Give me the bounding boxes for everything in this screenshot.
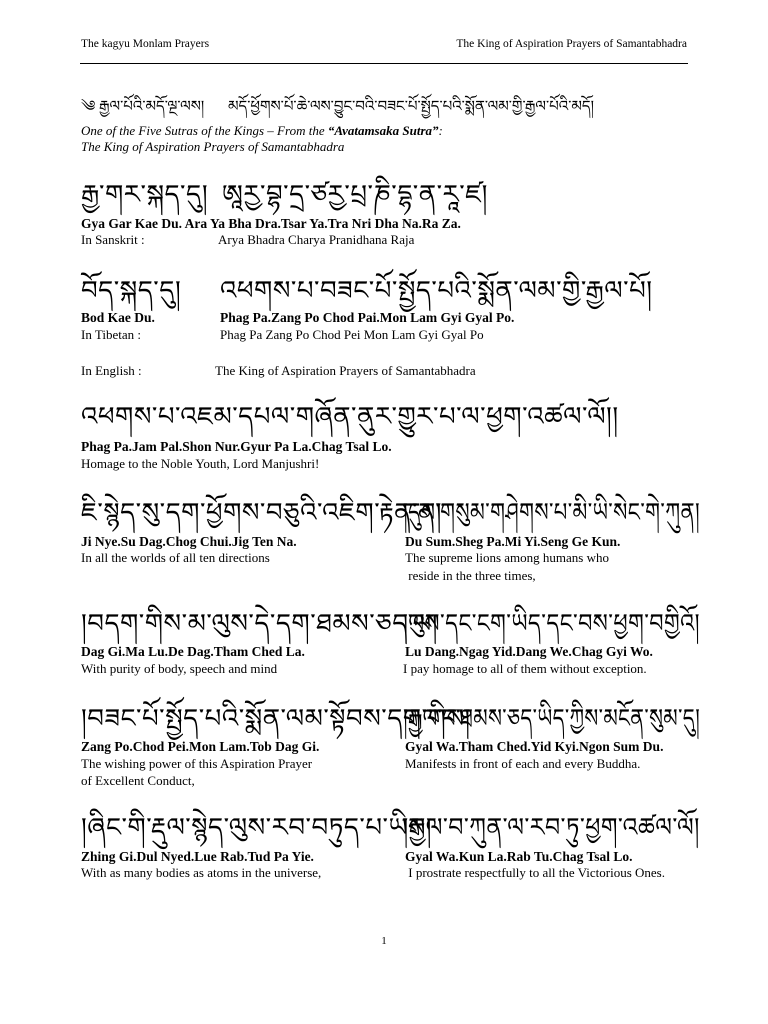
tibetan-title-right: མདོ་ཕྱོགས་པོ་ཆེ་ལས་བྱུང་བའི་བཟང་པོ་སྤྱོད་པའི་སྨོན་ལམ་གྱི་རྒྱལ་པོའི་མདོ། — [228, 97, 594, 115]
homage-transliteration: Phag Pa.Jam Pal.Shon Nur.Gyur Pa La.Chag Tsal Lo. — [81, 439, 392, 454]
running-header-left: The kagyu Monlam Prayers — [81, 38, 210, 50]
running-header-right: The King of Aspiration Prayers of Samantabhadra — [456, 38, 687, 50]
verse-3-left-english-2: of Excellent Conduct, — [81, 773, 195, 788]
header-rule — [80, 63, 688, 64]
tibetan-lang-label: In Tibetan : — [81, 327, 141, 342]
verse-1-right-english-1: The supreme lions among humans who — [405, 550, 609, 565]
tibetan-lang-translit-right: Phag Pa.Zang Po Chod Pai.Mon Lam Gyi Gyal Po. — [220, 310, 515, 325]
verse-3-left-english-1: The wishing power of this Aspiration Prayer — [81, 756, 313, 771]
intro-prefix: One of the Five Sutras of the Kings – From the — [81, 123, 328, 138]
verse-4-right-english: I prostrate respectfully to all the Victorious Ones. — [405, 865, 665, 880]
verse-2-left-tibetan: །བདག་གིས་མ་ལུས་དེ་དག་ཐམས་ཅད་ལ། — [81, 609, 439, 639]
verse-2-right-translit: Lu Dang.Ngag Yid.Dang We.Chag Gyi Wo. — [405, 644, 653, 659]
verse-1-right-english-2: reside in the three times, — [405, 568, 536, 583]
tibetan-lang-tibetan-right: འཕགས་པ་བཟང་པོ་སྤྱོད་པའི་སྨོན་ལམ་གྱི་རྒྱལ་པོ། — [220, 276, 653, 306]
verse-3-right-translit: Gyal Wa.Tham Ched.Yid Kyi.Ngon Sum Du. — [405, 739, 664, 754]
homage-tibetan: འཕགས་པ་འཇམ་དཔལ་གཞོན་ནུར་གྱུར་པ་ལ་ཕྱག་འཚལ་ལོ།། — [81, 402, 619, 432]
verse-4-left-translit: Zhing Gi.Dul Nyed.Lue Rab.Tud Pa Yie. — [81, 849, 314, 864]
verse-1-right-tibetan: །དུས་གསུམ་གཤེགས་པ་མི་ཡི་སེང་གེ་ཀུན། — [403, 498, 701, 528]
sanskrit-value: Arya Bhadra Charya Pranidhana Raja — [218, 232, 415, 247]
verse-1-left-tibetan: ཇི་སྙེད་སུ་དག་ཕྱོགས་བཅུའི་འཇིག་རྟེན་ན། — [81, 498, 443, 528]
verse-1-right-translit: Du Sum.Sheg Pa.Mi Yi.Seng Ge Kun. — [405, 534, 621, 549]
verse-3-right-tibetan: །རྒྱལ་བ་ཐམས་ཅད་ཡིད་ཀྱིས་མངོན་སུམ་དུ། — [403, 704, 701, 734]
verse-4-right-translit: Gyal Wa.Kun La.Rab Tu.Chag Tsal Lo. — [405, 849, 633, 864]
tibetan-title-left: རྒྱལ་པོའི་མདོ་ལྔ་ལས། — [99, 97, 205, 115]
tibetan-lang-value: Phag Pa Zang Po Chod Pei Mon Lam Gyi Gyal Po — [220, 327, 484, 342]
intro-emphasis: “Avatamsaka Sutra” — [327, 123, 439, 138]
homage-english: Homage to the Noble Youth, Lord Manjushri! — [81, 456, 320, 471]
sanskrit-label: In Sanskrit : — [81, 232, 145, 247]
sanskrit-tibetan-right: ཨཱརྱ་བྷ་དྲ་ཙརྱ་པྲ་ཎི་དྷ་ན་རཱ་ཛ། — [222, 180, 488, 210]
verse-1-left-translit: Ji Nye.Su Dag.Chog Chui.Jig Ten Na. — [81, 534, 297, 549]
intro-line-2: The King of Aspiration Prayers of Samantabhadra — [81, 139, 345, 154]
verse-2-left-english: With purity of body, speech and mind — [81, 661, 278, 676]
english-label: In English : — [81, 363, 142, 378]
verse-2-right-tibetan: །ལུས་དང་ངག་ཡིད་དང་བས་ཕྱག་བགྱིའོ། — [403, 609, 700, 639]
verse-4-left-english: With as many bodies as atoms in the universe, — [81, 865, 322, 880]
verse-1-left-english: In all the worlds of all ten directions — [81, 550, 270, 565]
tibetan-marker: ༄ — [81, 97, 96, 115]
verse-4-right-tibetan: །རྒྱལ་བ་ཀུན་ལ་རབ་ཏུ་ཕྱག་འཚལ་ལོ། — [403, 813, 700, 843]
english-value: The King of Aspiration Prayers of Samantabhadra — [215, 363, 476, 378]
verse-3-left-tibetan: །བཟང་པོ་སྤྱོད་པའི་སྨོན་ལམ་སྟོབས་དག་གིས། — [81, 704, 471, 734]
sanskrit-transliteration: Gya Gar Kae Du. Ara Ya Bha Dra.Tsar Ya.Tra Nri Dha Na.Ra Za. — [81, 216, 461, 231]
verse-2-right-english: I pay homage to all of them without exception. — [403, 661, 647, 676]
tibetan-lang-tibetan-left: བོད་སྐད་དུ། — [81, 276, 182, 306]
page-number: 1 — [381, 935, 387, 947]
verse-4-left-tibetan: །ཞིང་གི་རྡུལ་སྙེད་ལུས་རབ་བཏུད་པ་ཡིས། — [81, 813, 433, 843]
intro-suffix: : — [438, 123, 443, 138]
verse-3-left-translit: Zang Po.Chod Pei.Mon Lam.Tob Dag Gi. — [81, 739, 320, 754]
tibetan-lang-translit-left: Bod Kae Du. — [81, 310, 155, 325]
sanskrit-tibetan-left: རྒྱ་གར་སྐད་དུ། — [81, 180, 209, 210]
intro-line-1 — [81, 123, 443, 139]
verse-3-right-english: Manifests in front of each and every Buddha. — [405, 756, 641, 771]
verse-2-left-translit: Dag Gi.Ma Lu.De Dag.Tham Ched La. — [81, 644, 305, 659]
